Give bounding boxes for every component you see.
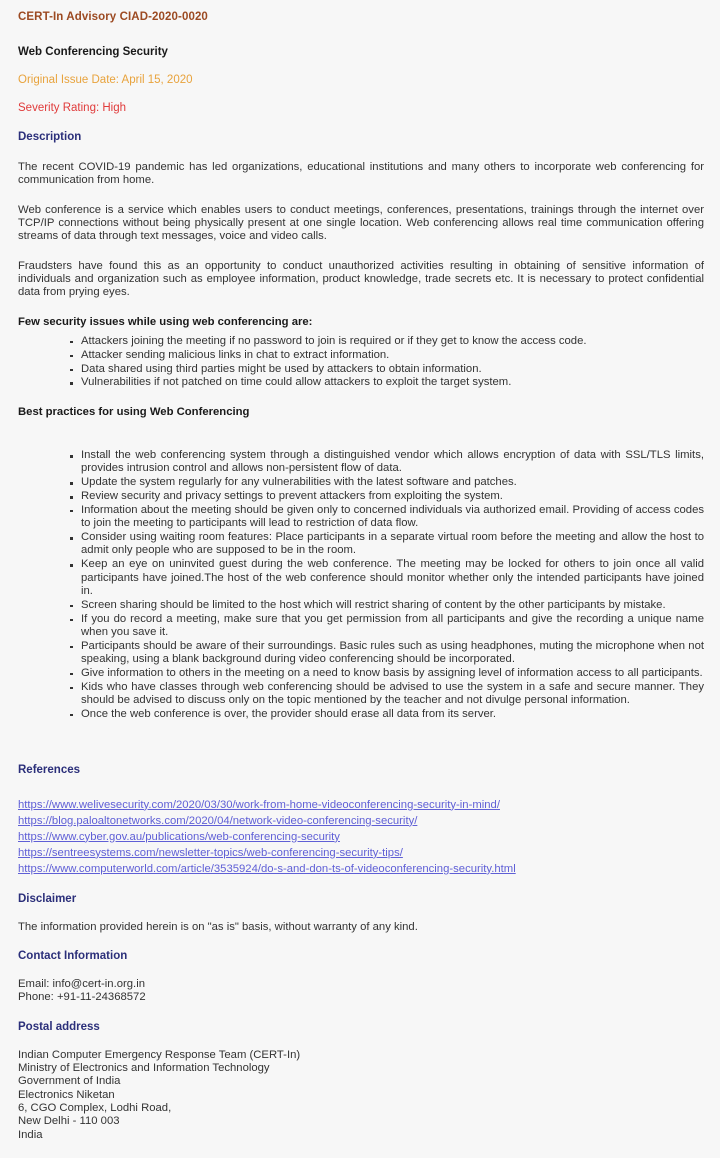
address-line: Ministry of Electronics and Information Technology: [18, 1062, 270, 1075]
list-item: Install the web conferencing system through a distinguished vendor which allows encryption of data with SSL/TLS limits, provides intrusion control and allows non-persistent flow of data.: [70, 449, 704, 476]
list-item: Give information to others in the meeting on a need to know basis by assigning level of information access to all participants.: [70, 667, 704, 680]
spacer: [18, 722, 704, 764]
list-item: Participants should be aware of their surroundings. Basic rules such as using headphones, muting the microphone when not speaking, using a blank background during video conferencing should be incorporated.: [70, 640, 704, 667]
address-line: New Delhi - 110 003: [18, 1115, 120, 1128]
address-line: 6, CGO Complex, Lodhi Road,: [18, 1102, 172, 1115]
reference-link[interactable]: https://sentreesystems.com/newsletter-topics/web-conferencing-security-tips/: [18, 846, 403, 859]
postal-heading: Postal address: [18, 1020, 100, 1033]
references-list: [18, 797, 704, 877]
list-item: Information about the meeting should be given only to concerned individuals via authorized email. Providing of access codes to join the meeting to participants will lead to restriction of data flow.: [70, 504, 704, 531]
reference-link[interactable]: https://www.cyber.gov.au/publications/web-conferencing-security: [18, 830, 340, 843]
list-item: Keep an eye on uninvited guest during the web conference. The meeting may be locked for others to join once all valid participants have joined.The host of the web conference should monitor whether only the intended participants have joined in.: [70, 558, 704, 598]
address-line: India: [18, 1128, 43, 1141]
reference-link[interactable]: https://blog.paloaltonetworks.com/2020/04/network-video-conferencing-security/: [18, 814, 418, 827]
disclaimer-heading: Disclaimer: [18, 892, 77, 905]
postal-address: [18, 1049, 704, 1142]
advisory-id: CERT-In Advisory CIAD-2020-0020: [18, 11, 208, 23]
spacer: [18, 419, 704, 449]
address-line: Indian Computer Emergency Response Team (CERT-In): [18, 1048, 301, 1061]
list-item: Once the web conference is over, the provider should erase all data from its server.: [70, 708, 704, 721]
issue-date: Original Issue Date: April 15, 2020: [18, 74, 193, 86]
contact-heading: Contact Information: [18, 950, 128, 963]
description-paragraph: The recent COVID-19 pandemic has led organizations, educational institutions and many others to incorporate web conferencing for communication from home.: [18, 161, 704, 187]
list-item: Attackers joining the meeting if no password to join is required or if they get to know the access code.: [70, 335, 704, 348]
list-item: Consider using waiting room features: Place participants in a separate virtual room before the meeting and allow the host to admit only people who are supposed to be in the room.: [70, 531, 704, 558]
reference-link[interactable]: https://www.welivesecurity.com/2020/03/30/work-from-home-videoconferencing-security-in-mind/: [18, 798, 500, 811]
reference-link[interactable]: https://www.computerworld.com/article/3535924/do-s-and-don-ts-of-videoconferencing-security.html: [18, 862, 516, 875]
description-paragraph: Fraudsters have found this as an opportunity to conduct unauthorized activities resulting in obtaining of sensitive information of individuals and organization such as employee information, product knowledge, trade secrets etc. It is necessary to protect confidential data from prying eyes.: [18, 259, 704, 299]
best-practices-heading: Best practices for using Web Conferencing: [18, 405, 250, 418]
list-item: If you do record a meeting, make sure that you get permission from all participants and give the recording a unique name when you save it.: [70, 613, 704, 640]
references-heading: References: [18, 763, 81, 776]
contact-email: Email: info@cert-in.org.in: [18, 978, 145, 991]
list-item: Update the system regularly for any vulnerabilities with the latest software and patches.: [70, 476, 704, 489]
contact-phone: Phone: +91-11-24368572: [18, 991, 146, 1004]
address-line: Electronics Niketan: [18, 1088, 115, 1101]
page-title: Web Conferencing Security: [18, 46, 168, 58]
disclaimer-text: The information provided herein is on "as is" basis, without warranty of any kind.: [18, 920, 418, 933]
security-issues-heading: Few security issues while using web conferencing are:: [18, 315, 313, 328]
contact-details: [18, 978, 704, 1005]
security-issues-list: [18, 335, 704, 390]
list-item: Attacker sending malicious links in chat to extract information.: [70, 349, 704, 362]
list-item: Review security and privacy settings to prevent attackers from exploiting the system.: [70, 490, 704, 503]
description-heading: Description: [18, 131, 82, 143]
severity-rating: Severity Rating: High: [18, 102, 127, 114]
list-item: Kids who have classes through web conferencing should be advised to use the system in a safe and secure manner. They should be advised to discuss only on the topic mentioned by the teacher and not divulge personal information.: [70, 681, 704, 708]
description-paragraph: Web conference is a service which enables users to conduct meetings, conferences, presentations, trainings through the internet over TCP/IP connections without being physically present at one single location. Web conferencing allows real time communication offering streams of data through text messages, voice and video calls.: [18, 203, 704, 243]
address-line: Government of India: [18, 1075, 121, 1088]
best-practices-list: [18, 449, 704, 721]
list-item: Data shared using third parties might be used by attackers to obtain information.: [70, 363, 704, 376]
list-item: Vulnerabilities if not patched on time could allow attackers to exploit the target system.: [70, 376, 704, 389]
list-item: Screen sharing should be limited to the host which will restrict sharing of content by the other participants by mistake.: [70, 599, 704, 612]
